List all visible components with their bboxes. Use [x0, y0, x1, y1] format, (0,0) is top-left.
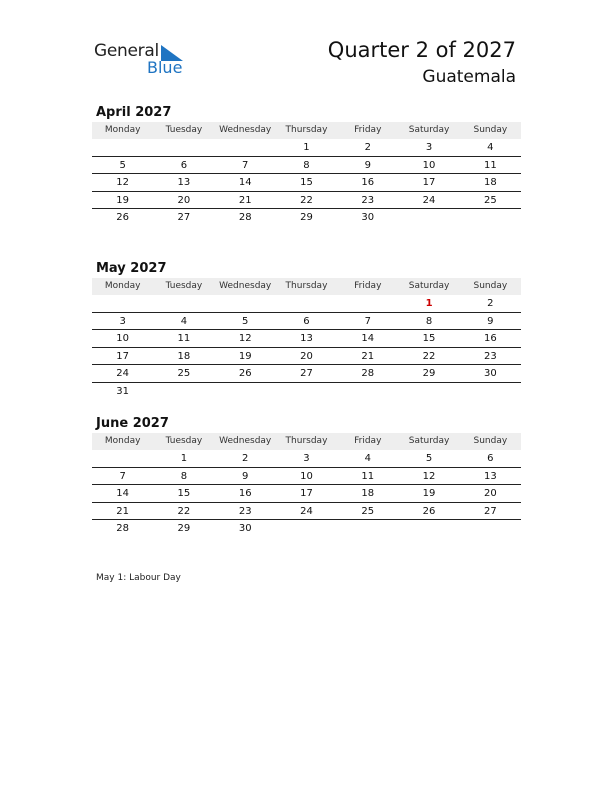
day-cell: [153, 139, 214, 156]
day-cell: 23: [361, 194, 375, 206]
day-cell: 7: [364, 315, 371, 327]
weekday-label: Wednesday: [219, 125, 272, 135]
week-row: [92, 139, 521, 157]
day-cell: 13: [483, 470, 497, 482]
weekday-label: Wednesday: [219, 281, 272, 291]
day-cell: [337, 520, 398, 538]
day-cell: 17: [300, 488, 313, 500]
weekday-label: Sunday: [473, 436, 508, 446]
day-cell: 12: [116, 177, 129, 189]
day-cell: 20: [483, 488, 497, 500]
day-cell: 28: [116, 523, 129, 535]
day-cell: 8: [180, 470, 188, 482]
day-cell: [92, 295, 153, 312]
month-block: [92, 103, 521, 227]
day-cell: 25: [361, 505, 375, 517]
day-cell: 12: [422, 470, 436, 482]
weekday-label: Wednesday: [219, 436, 272, 446]
day-cell: [215, 383, 276, 401]
day-cell: 19: [116, 194, 129, 206]
week-row: [92, 157, 521, 175]
month-title: May 2027: [96, 261, 167, 276]
weekday-label: Monday: [104, 436, 141, 446]
day-cell: 24: [422, 194, 436, 206]
weekday-label: Saturday: [408, 281, 450, 291]
day-cell: 5: [242, 315, 249, 327]
week-row: [92, 313, 521, 331]
day-cell: [460, 209, 521, 227]
day-cell: [398, 209, 459, 227]
day-cell: 14: [116, 488, 129, 500]
weekday-label: Tuesday: [165, 436, 203, 446]
logo-blue-text: Blue: [147, 58, 183, 77]
day-cell: 13: [177, 177, 191, 189]
day-cell: 26: [116, 212, 129, 224]
day-cell: 25: [177, 368, 191, 380]
day-cell: 2: [242, 453, 249, 464]
day-cell: 10: [300, 470, 313, 482]
week-row: [92, 520, 521, 538]
day-cell: 29: [422, 368, 436, 380]
day-cell: 14: [238, 177, 252, 189]
day-cell: 20: [177, 194, 191, 206]
weekday-header-row: [92, 278, 521, 295]
day-cell: [153, 295, 214, 312]
day-cell: [398, 520, 459, 538]
day-cell: 22: [300, 194, 313, 206]
day-cell: 3: [119, 315, 126, 327]
day-cell: 12: [238, 333, 252, 345]
day-cell: [398, 383, 459, 401]
weekday-label: Tuesday: [165, 125, 203, 135]
day-cell: 18: [361, 488, 375, 500]
day-cell: 1: [180, 453, 188, 464]
weekday-label: Saturday: [408, 436, 450, 446]
month-title: April 2027: [96, 105, 172, 120]
day-cell: 17: [422, 177, 436, 189]
day-cell: 14: [361, 333, 375, 345]
week-row: [92, 503, 521, 521]
day-cell: 23: [238, 505, 252, 517]
day-cell: 6: [487, 453, 494, 464]
day-cell: 8: [303, 159, 310, 171]
weekday-label: Friday: [354, 125, 382, 135]
day-cell: [276, 520, 337, 538]
day-cell: 20: [300, 350, 313, 362]
day-cell: 28: [238, 212, 252, 224]
weekday-label: Saturday: [408, 125, 450, 135]
day-cell: 3: [425, 142, 433, 153]
day-cell: 25: [483, 194, 497, 206]
day-cell: [215, 295, 276, 312]
day-cell: 31: [116, 385, 129, 397]
day-cell: 21: [361, 350, 375, 362]
week-row: [92, 383, 521, 401]
day-cell: 30: [483, 368, 497, 380]
week-row: [92, 485, 521, 503]
weekday-label: Monday: [104, 281, 141, 291]
day-cell: 16: [238, 488, 252, 500]
week-row: [92, 174, 521, 192]
week-row: [92, 365, 521, 383]
day-cell: 23: [483, 350, 497, 362]
week-row: [92, 295, 521, 313]
week-row: [92, 468, 521, 486]
day-cell: 10: [116, 333, 129, 345]
week-row: [92, 348, 521, 366]
page-title: Quarter 2 of 2027: [327, 38, 516, 62]
day-cell: 19: [422, 488, 436, 500]
logo-general-text: General: [94, 41, 159, 61]
day-cell: [92, 139, 153, 156]
week-row: [92, 330, 521, 348]
day-cell: 15: [177, 488, 191, 500]
day-cell: 18: [177, 350, 191, 362]
day-cell: 27: [300, 368, 313, 380]
day-cell: 30: [361, 212, 375, 224]
day-cell: 29: [300, 212, 313, 224]
weekday-label: Thursday: [285, 436, 328, 446]
day-cell: 17: [116, 350, 129, 362]
week-row: [92, 209, 521, 227]
day-cell: 26: [238, 368, 252, 380]
day-cell: 22: [422, 350, 436, 362]
day-cell: 26: [422, 505, 436, 517]
day-cell: [276, 295, 337, 312]
day-cell: 27: [177, 212, 191, 224]
day-cell: 11: [361, 470, 375, 482]
weekday-label: Monday: [104, 125, 141, 135]
day-cell: 5: [119, 159, 126, 171]
day-cell: 18: [483, 177, 497, 189]
day-cell: 11: [483, 159, 497, 171]
day-cell: [215, 139, 276, 156]
day-cell: 2: [487, 298, 494, 309]
day-cell: 9: [487, 315, 494, 327]
weekday-label: Tuesday: [165, 281, 203, 291]
day-cell: 15: [422, 333, 436, 345]
day-cell: 21: [238, 194, 252, 206]
day-cell: 24: [300, 505, 313, 517]
day-cell: [460, 383, 521, 401]
day-cell: 10: [422, 159, 436, 171]
weekday-header-row: [92, 433, 521, 450]
day-cell: [92, 450, 153, 467]
day-cell: 16: [483, 333, 497, 345]
day-cell: 1: [425, 298, 433, 309]
day-cell: 16: [361, 177, 375, 189]
day-cell: 1: [303, 142, 310, 153]
weekday-label: Friday: [354, 281, 382, 291]
day-cell: 5: [425, 453, 433, 464]
day-cell: [153, 383, 214, 401]
holiday-note: May 1: Labour Day: [96, 573, 181, 583]
day-cell: 6: [180, 159, 188, 171]
weekday-label: Thursday: [285, 125, 328, 135]
day-cell: 4: [487, 142, 494, 153]
weekday-label: Sunday: [473, 281, 508, 291]
day-cell: 7: [119, 470, 126, 482]
day-cell: 6: [303, 315, 310, 327]
day-cell: 21: [116, 505, 129, 517]
day-cell: 4: [364, 453, 371, 464]
day-cell: 30: [238, 523, 252, 535]
week-row: [92, 450, 521, 468]
day-cell: [276, 383, 337, 401]
month-title: June 2027: [96, 416, 169, 431]
weekday-label: Thursday: [285, 281, 328, 291]
week-row: [92, 192, 521, 210]
day-cell: 29: [177, 523, 191, 535]
month-block: [92, 414, 521, 538]
day-cell: 9: [242, 470, 249, 482]
day-cell: 2: [364, 142, 371, 153]
day-cell: 4: [180, 315, 188, 327]
day-cell: [337, 383, 398, 401]
day-cell: 28: [361, 368, 375, 380]
weekday-label: Sunday: [473, 125, 508, 135]
day-cell: 11: [177, 333, 191, 345]
day-cell: 8: [425, 315, 433, 327]
day-cell: 3: [303, 453, 310, 464]
day-cell: 7: [242, 159, 249, 171]
day-cell: 9: [364, 159, 371, 171]
day-cell: 15: [300, 177, 313, 189]
month-block: [92, 259, 521, 401]
day-cell: 22: [177, 505, 191, 517]
weekday-label: Friday: [354, 436, 382, 446]
day-cell: 13: [300, 333, 313, 345]
day-cell: [460, 520, 521, 538]
generalblue-logo: [94, 41, 194, 79]
day-cell: 27: [483, 505, 497, 517]
country-subtitle: Guatemala: [422, 67, 516, 87]
weekday-header-row: [92, 122, 521, 139]
day-cell: [337, 295, 398, 312]
day-cell: 19: [238, 350, 252, 362]
day-cell: 24: [116, 368, 129, 380]
